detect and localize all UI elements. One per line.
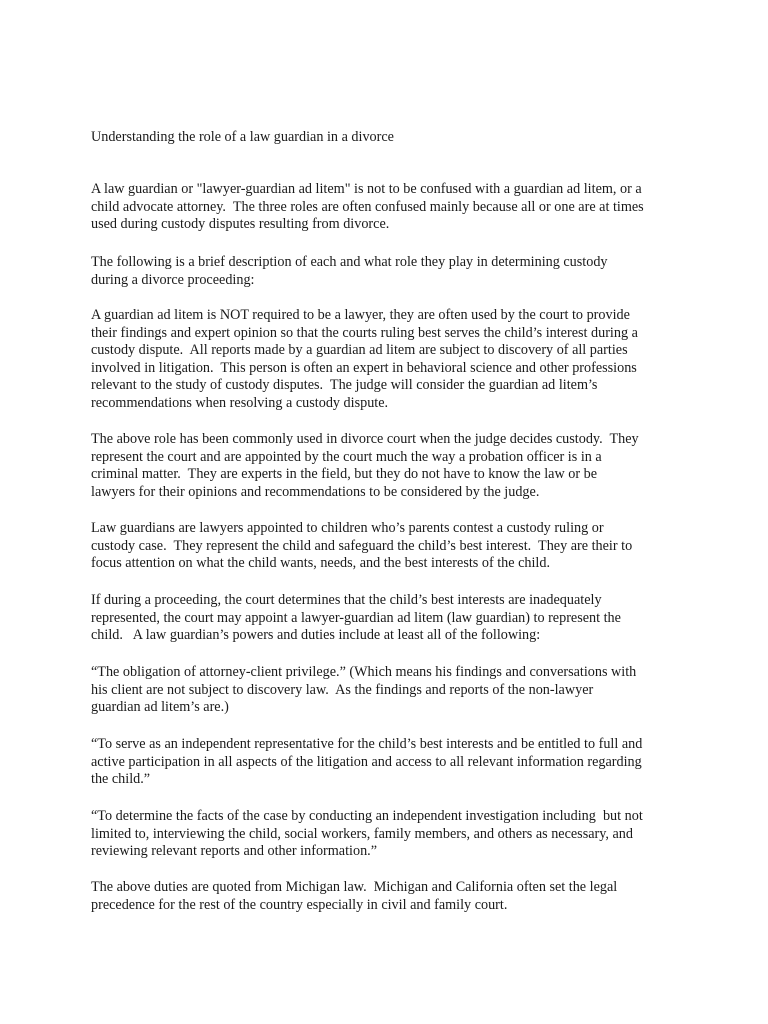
text-line: The above role has been commonly used in divorce court when the judge decides custody. They xyxy=(91,431,639,447)
text-line: child. A law guardian’s powers and duties include at least all of the following: xyxy=(91,627,541,644)
text-line: his client are not subject to discovery law. As the findings and reports of the non-lawyer xyxy=(91,681,594,698)
text-line: If during a proceeding, the court determines that the child’s best interests are inadequately xyxy=(91,592,602,608)
paragraph-quote-investigation xyxy=(91,808,643,861)
text-line: guardian ad litem’s are.) xyxy=(91,699,229,716)
text-line: limited to, interviewing the child, social workers, family members, and others as necessary, and xyxy=(91,825,633,842)
text-line: “To determine the facts of the case by conducting an independent investigation including but not xyxy=(91,808,643,824)
text-line: relevant to the study of custody disputes. The judge will consider the guardian ad litem’s xyxy=(91,377,598,394)
text-line: The following is a brief description of each and what role they play in determining custody xyxy=(91,254,608,270)
paragraph-quote-representative xyxy=(91,736,642,789)
text-line: recommendations when resolving a custody dispute. xyxy=(91,394,389,411)
paragraph-quote-privilege xyxy=(91,664,636,717)
text-line: focus attention on what the child wants, needs, and the best interests of the child. xyxy=(91,555,551,572)
text-line: during a divorce proceeding: xyxy=(91,271,255,288)
text-line: A law guardian or "lawyer-guardian ad litem" is not to be confused with a guardian ad litem, or a xyxy=(91,181,642,197)
paragraph-overview xyxy=(91,254,608,289)
paragraph-above-role xyxy=(91,431,639,501)
text-line: A guardian ad litem is NOT required to be a lawyer, they are often used by the court to provide xyxy=(91,307,630,323)
text-line: precedence for the rest of the country especially in civil and family court. xyxy=(91,896,508,913)
text-line: represent the court and are appointed by the court much the way a probation officer is in a xyxy=(91,448,602,465)
text-line: represented, the court may appoint a lawyer-guardian ad litem (law guardian) to represent the xyxy=(91,609,621,626)
text-line: custody case. They represent the child and safeguard the child’s best interest. They are their to xyxy=(91,537,633,554)
text-line: used during custody disputes resulting from divorce. xyxy=(91,216,390,233)
document-title: Understanding the role of a law guardian in a divorce xyxy=(91,129,394,145)
text-line: the child.” xyxy=(91,771,151,788)
paragraph-law-guardians xyxy=(91,520,632,573)
paragraph-guardian-ad-litem xyxy=(91,307,638,413)
text-line: lawyers for their opinions and recommendations to be considered by the judge. xyxy=(91,483,540,500)
text-line: their findings and expert opinion so that the courts ruling best serves the child’s interest during a xyxy=(91,324,638,341)
text-line: reviewing relevant reports and other information.” xyxy=(91,843,378,860)
text-line: active participation in all aspects of the litigation and access to all relevant information regarding xyxy=(91,753,642,770)
paragraph-michigan-law xyxy=(91,879,617,914)
text-line: involved in litigation. This person is often an expert in behavioral science and other professions xyxy=(91,359,637,376)
paragraph-intro xyxy=(91,181,644,234)
text-line: The above duties are quoted from Michigan law. Michigan and California often set the legal xyxy=(91,879,618,895)
text-line: custody dispute. All reports made by a guardian ad litem are subject to discovery of all parties xyxy=(91,342,628,359)
text-line: child advocate attorney. The three roles are often confused mainly because all or one are at times xyxy=(91,198,644,215)
text-line: “The obligation of attorney-client privilege.” (Which means his findings and conversations with xyxy=(91,664,637,680)
text-line: “To serve as an independent representative for the child’s best interests and be entitled to full and xyxy=(91,736,643,752)
text-line: Law guardians are lawyers appointed to children who’s parents contest a custody ruling or xyxy=(91,520,604,536)
paragraph-appointment xyxy=(91,592,621,645)
text-line: criminal matter. They are experts in the field, but they do not have to know the law or be xyxy=(91,466,598,483)
